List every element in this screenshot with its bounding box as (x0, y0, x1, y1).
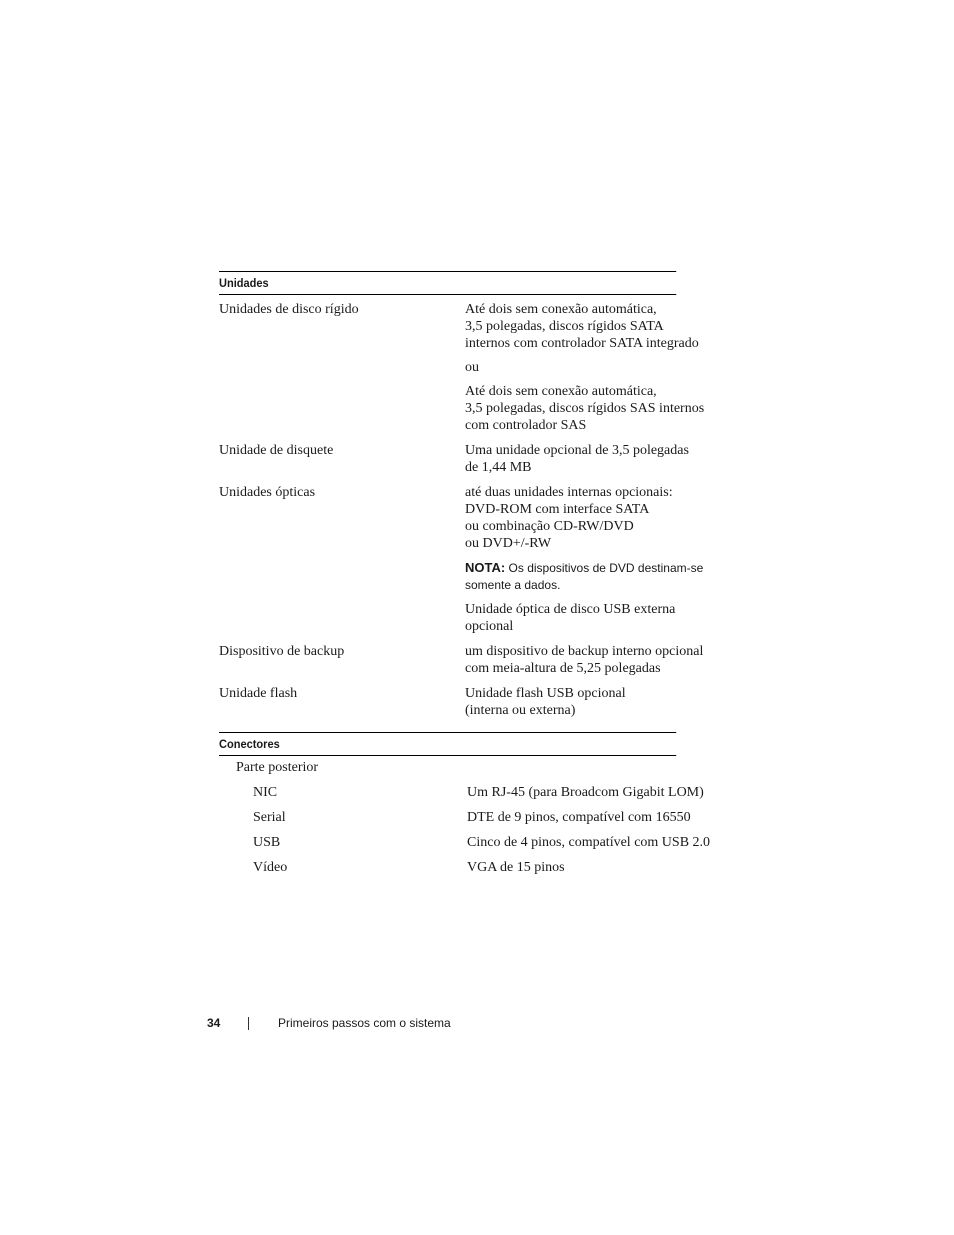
spec-value: VGA de 15 pinos (467, 860, 565, 875)
spec-value (465, 442, 716, 476)
spec-value-text: até duas unidades internas opcionais: DVD-ROM com interface SATA ou combinação CD-RW/DVD ou DVD+/-RW (465, 485, 673, 551)
spec-group-label: Parte posterior (236, 760, 319, 775)
specifications-table (219, 271, 716, 876)
spec-value: DTE de 9 pinos, compatível com 16550 (467, 810, 691, 825)
spec-value-text: Uma unidade opcional de 3,5 polegadas de 1,44 MB (465, 443, 689, 475)
note-text: Os dispositivos de DVD destinam-se somente a dados. (465, 561, 704, 592)
spec-row-floppy-drive (219, 442, 716, 476)
spec-row-backup-device (219, 643, 716, 677)
spec-row-nic (219, 784, 716, 801)
spec-row-flash-drive (219, 685, 716, 719)
spec-label: Dispositivo de backup (219, 644, 345, 659)
spec-value (465, 301, 716, 434)
spec-label: Serial (253, 810, 286, 825)
spec-row-hard-drives (219, 301, 716, 434)
spec-label: Vídeo (253, 860, 288, 875)
spec-value (465, 643, 716, 677)
spec-value-text: Até dois sem conexão automática, 3,5 polegadas, discos rígidos SATA internos com controlador SATA integrado (465, 302, 699, 351)
footer-separator (248, 1017, 249, 1030)
spec-row-usb (219, 834, 716, 851)
spec-value-text: Unidade flash USB opcional (interna ou externa) (465, 686, 626, 718)
section-heading-conectores: Conectores (219, 732, 676, 756)
note-label: NOTA: (465, 560, 506, 575)
spec-label: USB (253, 835, 281, 850)
spec-value-text: ou (465, 360, 479, 375)
spec-label: Unidade flash (219, 686, 298, 701)
footer-title: Primeiros passos com o sistema (278, 1016, 451, 1030)
spec-label: NIC (253, 785, 278, 800)
spec-row-video (219, 859, 716, 876)
spec-label: Unidade de disquete (219, 443, 334, 458)
spec-value-text: Até dois sem conexão automática, 3,5 polegadas, discos rígidos SAS internos com controlador SAS (465, 384, 705, 433)
spec-label: Unidades ópticas (219, 485, 316, 500)
spec-value: Cinco de 4 pinos, compatível com USB 2.0 (467, 835, 711, 850)
spec-value-text: Unidade óptica de disco USB externa opcional (465, 602, 676, 634)
spec-label: Unidades de disco rígido (219, 302, 359, 317)
spec-value-text: um dispositivo de backup interno opcional com meia-altura de 5,25 polegadas (465, 644, 704, 676)
spec-value (465, 484, 716, 635)
section-heading-unidades: Unidades (219, 271, 676, 295)
spec-row-optical-drives (219, 484, 716, 635)
note (465, 559, 716, 594)
page-number: 34 (207, 1016, 221, 1030)
spec-value (465, 685, 716, 719)
spec-value: Um RJ-45 (para Broadcom Gigabit LOM) (467, 785, 704, 800)
spec-row-serial (219, 809, 716, 826)
